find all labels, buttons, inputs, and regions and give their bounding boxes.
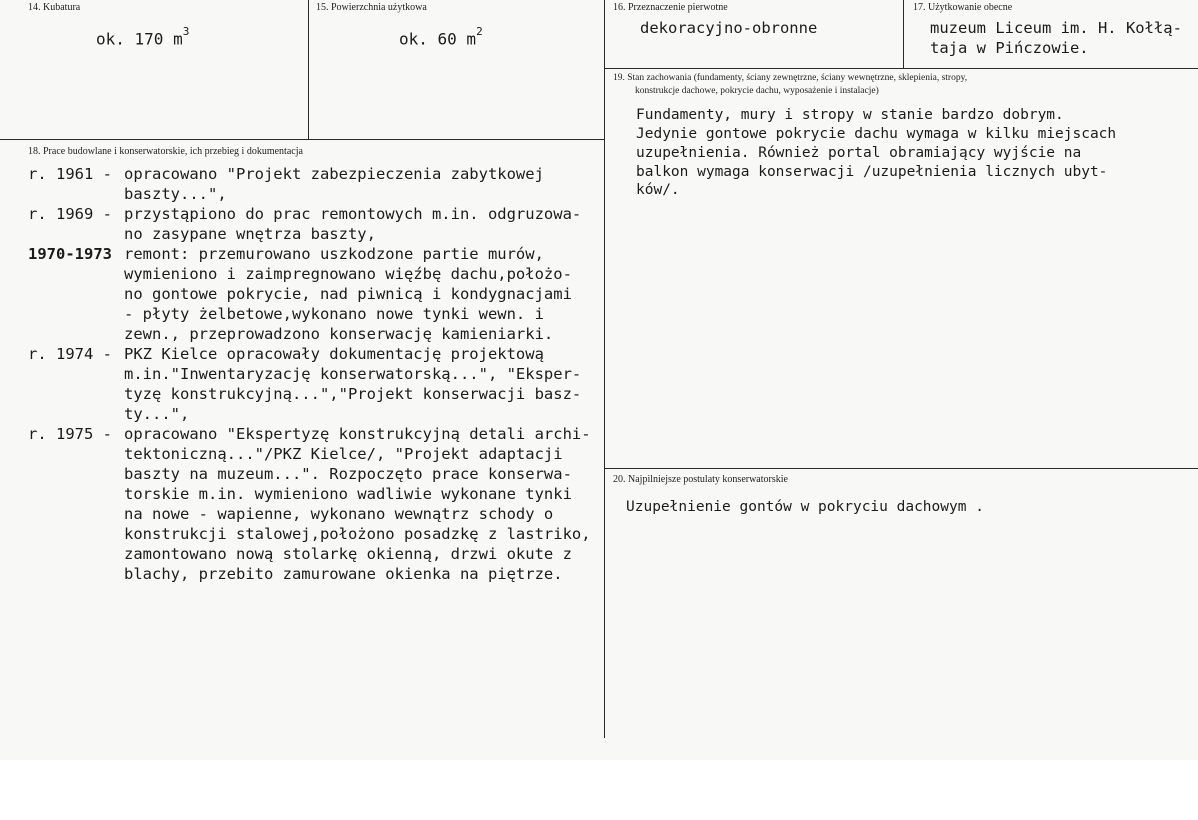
field-19-line: balkon wymaga konserwacji /uzupełnienia licznych ubyt-	[636, 164, 1108, 180]
entry-line: baszty na muzeum...". Rozpoczęto prace konserwa-	[124, 465, 572, 483]
field-19-label-line-1: 19. Stan zachowania (fundamenty, ściany zewnętrzne, ściany wewnętrzne, sklepienia, stropy,	[613, 73, 968, 83]
area-value: ok. 60 m	[399, 29, 477, 49]
entry-line: ty...",	[124, 405, 190, 423]
field-18-label: 18. Prace budowlane i konserwatorskie, ich przebieg i dokumentacja	[28, 146, 303, 157]
entry-line: przystąpiono do prac remontowych m.in. odgruzowa-	[124, 205, 582, 223]
field-20-label: 20. Najpilniejsze postulaty konserwatorskie	[613, 474, 788, 485]
cubature-value: ok. 170 m	[96, 29, 183, 49]
entry-line: - płyty żelbetowe,wykonano nowe tynki wewn. i	[124, 305, 544, 323]
entry-year: 1970-1973	[28, 245, 112, 263]
entry-line: wymieniono i zaimpregnowano więźbę dachu,położo-	[124, 265, 572, 283]
entry-line: PKZ Kielce opracowały dokumentację projektową	[124, 345, 544, 363]
entry-line: torskie m.in. wymieniono wadliwie wykonane tynki	[124, 485, 572, 503]
entry-line: baszty...",	[124, 185, 227, 203]
rule-top-row-bottom-right	[604, 68, 1198, 69]
entry-line: konstrukcji stalowej,położono posadzkę z lastriko,	[124, 525, 591, 543]
field-14-value	[96, 25, 190, 49]
rule-v-16-17	[903, 0, 904, 68]
field-16-label: 16. Przeznaczenie pierwotne	[613, 2, 728, 13]
field-19-line: ków/.	[636, 182, 680, 198]
entry-year: r. 1969 -	[28, 205, 112, 223]
entry-line: no gontowe pokrycie, nad piwnicą i kondygnacjami	[124, 285, 572, 303]
cubature-exponent: 3	[182, 25, 190, 38]
field-19-line: uzupełnienia. Również portal obramiający wyjście na	[636, 145, 1082, 161]
field-19-label-line-2: konstrukcje dachowe, pokrycie dachu, wyposażenie i instalacje)	[635, 86, 879, 96]
field-15-label: 15. Powierzchnia użytkowa	[316, 2, 427, 13]
rule-v-center	[604, 0, 605, 738]
field-19-line: Jedynie gontowe pokrycie dachu wymaga w kilku miejscach	[636, 126, 1117, 142]
field-17-label: 17. Użytkowanie obecne	[913, 2, 1013, 13]
entry-line: no zasypane wnętrza baszty,	[124, 225, 376, 243]
entry-year: r. 1975 -	[28, 425, 112, 443]
entry-line: opracowano "Ekspertyzę konstrukcyjną detali archi-	[124, 425, 591, 443]
rule-19-20	[604, 468, 1198, 469]
field-20-value: Uzupełnienie gontów w pokryciu dachowym .	[626, 499, 984, 515]
entry-line: tektoniczną..."/PKZ Kielce/, "Projekt adaptacji	[124, 445, 563, 463]
entry-line: m.in."Inwentaryzację konserwatorską...", "Eksper-	[124, 365, 582, 383]
field-16-value: dekoracyjno-obronne	[640, 19, 818, 37]
field-17-line-2: taja w Pińczowie.	[930, 39, 1089, 57]
rule-v-14-15	[308, 0, 309, 139]
entry-line: remont: przemurowano uszkodzone partie murów,	[124, 245, 544, 263]
entry-line: tyzę konstrukcyjną...","Projekt konserwacji basz-	[124, 385, 582, 403]
entry-line: na nowe - wapienne, wykonano wewnątrz schody o	[124, 505, 554, 523]
entry-year: r. 1974 -	[28, 345, 112, 363]
entry-year: r. 1961 -	[28, 165, 112, 183]
field-14-label: 14. Kubatura	[28, 2, 81, 13]
field-17-line-1: muzeum Liceum im. H. Kołłą-	[930, 19, 1182, 37]
entry-line: zewn., przeprowadzono konserwację kamieniarki.	[124, 325, 554, 343]
area-exponent: 2	[476, 25, 483, 38]
entry-line: opracowano "Projekt zabezpieczenia zabytkowej	[124, 165, 544, 183]
entry-line: zamontowano nową stolarkę okienną, drzwi okute z	[124, 545, 572, 563]
field-15-value	[399, 25, 483, 49]
entry-line: blachy, przebito zamurowane okienka na piętrze.	[124, 565, 563, 583]
rule-top-row-bottom-left	[0, 139, 604, 140]
field-19-line: Fundamenty, mury i stropy w stanie bardzo dobrym.	[636, 107, 1064, 123]
